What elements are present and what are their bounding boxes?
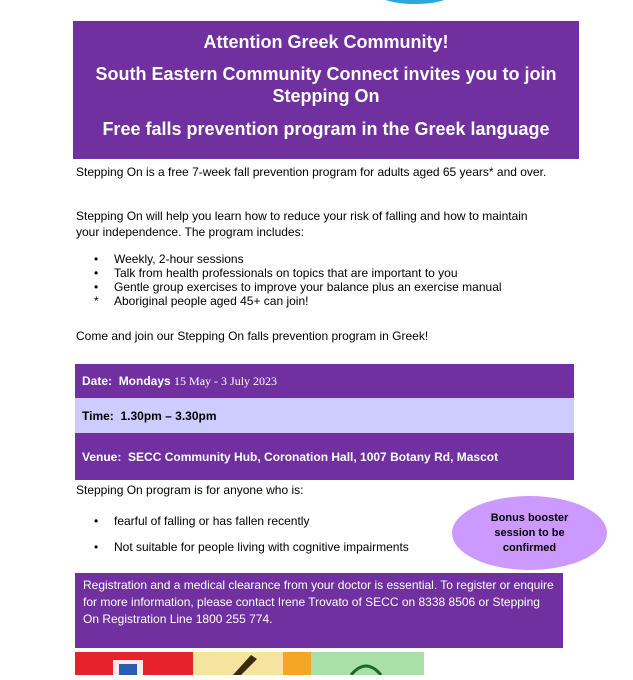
photo-illustration-1: [75, 652, 193, 675]
photo-tile-2: [193, 652, 311, 675]
list-item-text: Talk from health professionals on topics that are important to you: [114, 266, 458, 280]
list-item: [76, 252, 502, 266]
photo-tile-3: [311, 652, 424, 675]
date-band: [75, 364, 574, 398]
bullet: •: [94, 540, 99, 554]
program-paragraph: Stepping On will help you learn how to reduce your risk of falling and how to maintain your independence. The program includes:: [76, 209, 528, 239]
includes-list: [76, 252, 502, 308]
venue-band: [75, 433, 574, 480]
bullet: •: [94, 514, 99, 528]
time-label: Time:: [82, 408, 114, 423]
photo-illustration-2: [193, 652, 311, 675]
venue-value: SECC Community Hub, Coronation Hall, 1007 Botany Rd, Mascot: [128, 449, 499, 464]
invite-paragraph: Come and join our Stepping On falls prevention program in Greek!: [76, 329, 429, 343]
audience-intro: Stepping On program is for anyone who is:: [76, 483, 304, 497]
date-label: Date:: [82, 374, 113, 388]
time-value: 1.30pm – 3.30pm: [120, 408, 217, 423]
audience-list: [76, 514, 409, 566]
time-band: [75, 398, 574, 433]
list-item-text: Aboriginal people aged 45+ can join!: [114, 294, 309, 308]
registration-text: Registration and a medical clearance from your doctor is essential. To register or enquire for more information, please contact Irene Trovato of SECC on 8338 8506 or Stepping On Registration Line 1800 255 774.: [83, 578, 554, 626]
bullet: •: [94, 252, 99, 266]
list-item: [76, 294, 502, 308]
date-range: 15 May - 3 July 2023: [174, 373, 278, 388]
header-program: Free falls prevention program in the Greek language: [102, 119, 550, 139]
list-item-text: fearful of falling or has fallen recently: [114, 514, 310, 528]
list-item: [76, 540, 409, 566]
list-item: [76, 514, 409, 540]
list-item-text: Not suitable for people living with cognitive impairments: [114, 540, 409, 554]
list-item: [76, 280, 502, 294]
list-item-text: Gentle group exercises to improve your balance plus an exercise manual: [114, 280, 502, 294]
list-item-text: Weekly, 2-hour sessions: [114, 252, 244, 266]
list-item: [76, 266, 502, 280]
bullet: *: [94, 294, 99, 308]
venue-label: Venue:: [82, 449, 122, 464]
bonus-text: Bonus booster session to be confirmed: [490, 511, 569, 554]
photo-illustration-3: [311, 652, 424, 675]
intro-paragraph: Stepping On is a free 7-week fall prevention program for adults aged 65 years* and over.: [76, 165, 547, 179]
header-attention: Attention Greek Community!: [203, 32, 449, 52]
photo-tile-1: [75, 652, 193, 675]
bullet: •: [94, 266, 99, 280]
date-day: Mondays: [118, 374, 171, 388]
bonus-booster-badge: [452, 496, 607, 570]
registration-box: [75, 573, 563, 648]
header-banner: [73, 21, 579, 159]
partner-logo: [380, 0, 450, 4]
header-invite: South Eastern Community Connect invites you to join Stepping On: [95, 64, 557, 106]
bullet: •: [94, 280, 99, 294]
